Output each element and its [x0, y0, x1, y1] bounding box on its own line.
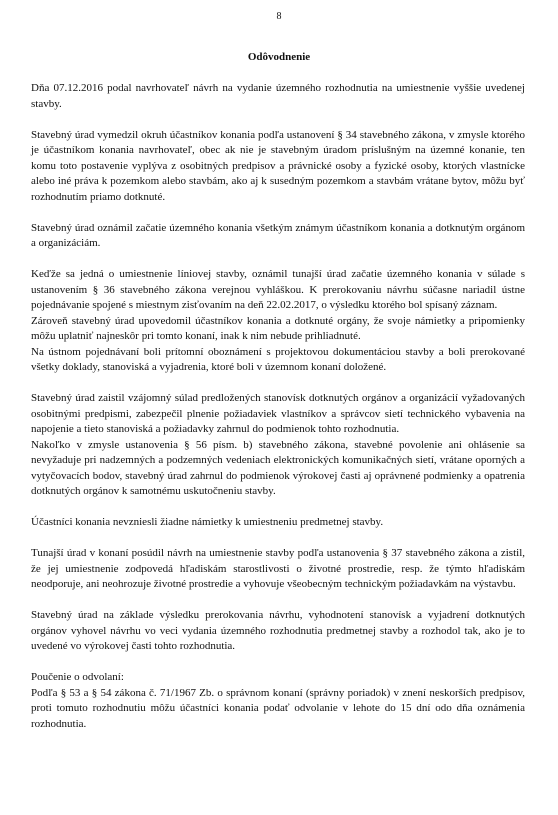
paragraph-decision: Stavebný úrad na základe výsledku prerokovania návrhu, vyhodnotení stanovísk a vyjadrení dotknutých orgánov vyhovel návrhu vo veci vydania územného rozhodnutia predmetnej stavby a rozhodol tak, ako je to uvedené vo výrokovej časti tohto rozhodnutia. [31, 609, 525, 652]
appeal-heading: Poučenie o odvolaní: [31, 671, 124, 683]
section-heading: Odôvodnenie [247, 51, 311, 63]
paragraph-hearing: Na ústnom pojednávaní boli prítomní oboznámení s projektovou dokumentáciou stavby a boli prerokované všetky doklady, stanoviská a vyjadrenia, ktoré boli v územnom konaní doložené. [31, 345, 525, 373]
paragraph-permit-exemption: Nakoľko v zmysle ustanovenia § 56 písm. b) stavebného zákona, stavebné povolenie ani ohlásenie sa nevyžaduje pri nadzemných a podzemných vedeniach elektronických komunikačných sietí, vrátane oporných a vytyčovacích bodov, stavebný úrad zahrnul do podmienok výrokovej časti aj oprávnené podmienky a opatrenia dotknutých orgánov k samotnému uskutočneniu stavby. [31, 438, 525, 497]
paragraph-appeal: Podľa § 53 a § 54 zákona č. 71/1967 Zb. o správnom konaní (správny poriadok) v znení neskorších predpisov, proti tomuto rozhodnutiu môžu účastníci konania podať odvolanie v lehote do 15 dní odo dňa oznámenia rozhodnutia. [31, 686, 525, 730]
paragraph-public-notice: Keďže sa jedná o umiestnenie líniovej stavby, oznámil tunajší úrad začatie územného konania v súlade s ustanovením § 36 stavebného zákona verejnou vyhláškou. K prerokovaniu návrhu súčasne nariadil ústne pojednávanie spojené s miestnym zisťovaním na deň 22.02.2017, o výsledku ktorého bol spísaný záznam. [31, 268, 525, 311]
paragraph-coordination: Stavebný úrad zaistil vzájomný súlad predložených stanovísk dotknutých orgánov a organizácií vyžadovaných osobitnými predpismi, zabezpečil plnenie požiadaviek vlastníkov a správcov sietí technického vybavenia na napojenie a tieto stanoviská a požiadavky zahrnul do podmienok tohto rozhodnutia. [31, 392, 525, 435]
paragraph-no-objections: Účastníci konania nevzniesli žiadne námietky k umiestneniu predmetnej stavby. [31, 516, 384, 528]
paragraph-participants: Stavebný úrad vymedzil okruh účastníkov konania podľa ustanovení § 34 stavebného zákona, v zmysle ktorého je účastníkom konania navrhovateľ, obec ak nie je stavebným úradom príslušným na územné konanie, ten komu toto postavenie vyplýva z osobitných predpisov a právnické osoby a fyzické osoby, ktorých vlastnícke alebo iné práva k pozemkom alebo stavbám, ako aj k susedným pozemkom a stavbám vrátane bytov, môžu byť rozhodnutím priamo dotknuté. [31, 128, 525, 203]
page-number: 8 [276, 11, 282, 22]
paragraph-assessment: Tunajší úrad v konaní posúdil návrh na umiestnenie stavby podľa ustanovenia § 37 stavebného zákona a zistil, že jej umiestnenie zodpovedá hľadiskám starostlivosti o životné prostredie, resp. že týmto hľadiskám neodporuje, ani neohrozuje životné prostredie a vyhovuje všeobecným technickým požiadavkám na výstavbu. [31, 547, 525, 590]
document-body [31, 81, 525, 732]
paragraph-objections-notice: Zároveň stavebný úrad upovedomil účastníkov konania a dotknuté orgány, že svoje námietky a pripomienky môžu uplatniť najneskôr pri tomto konaní, inak k nim nebude prihliadnuté. [31, 314, 525, 342]
paragraph-filing: Dňa 07.12.2016 podal navrhovateľ návrh na vydanie územného rozhodnutia na umiestnenie vyššie uvedenej stavby. [31, 82, 525, 110]
paragraph-notification: Stavebný úrad oznámil začatie územného konania všetkým známym účastníkom konania a dotknutým orgánom a organizáciám. [31, 221, 525, 249]
